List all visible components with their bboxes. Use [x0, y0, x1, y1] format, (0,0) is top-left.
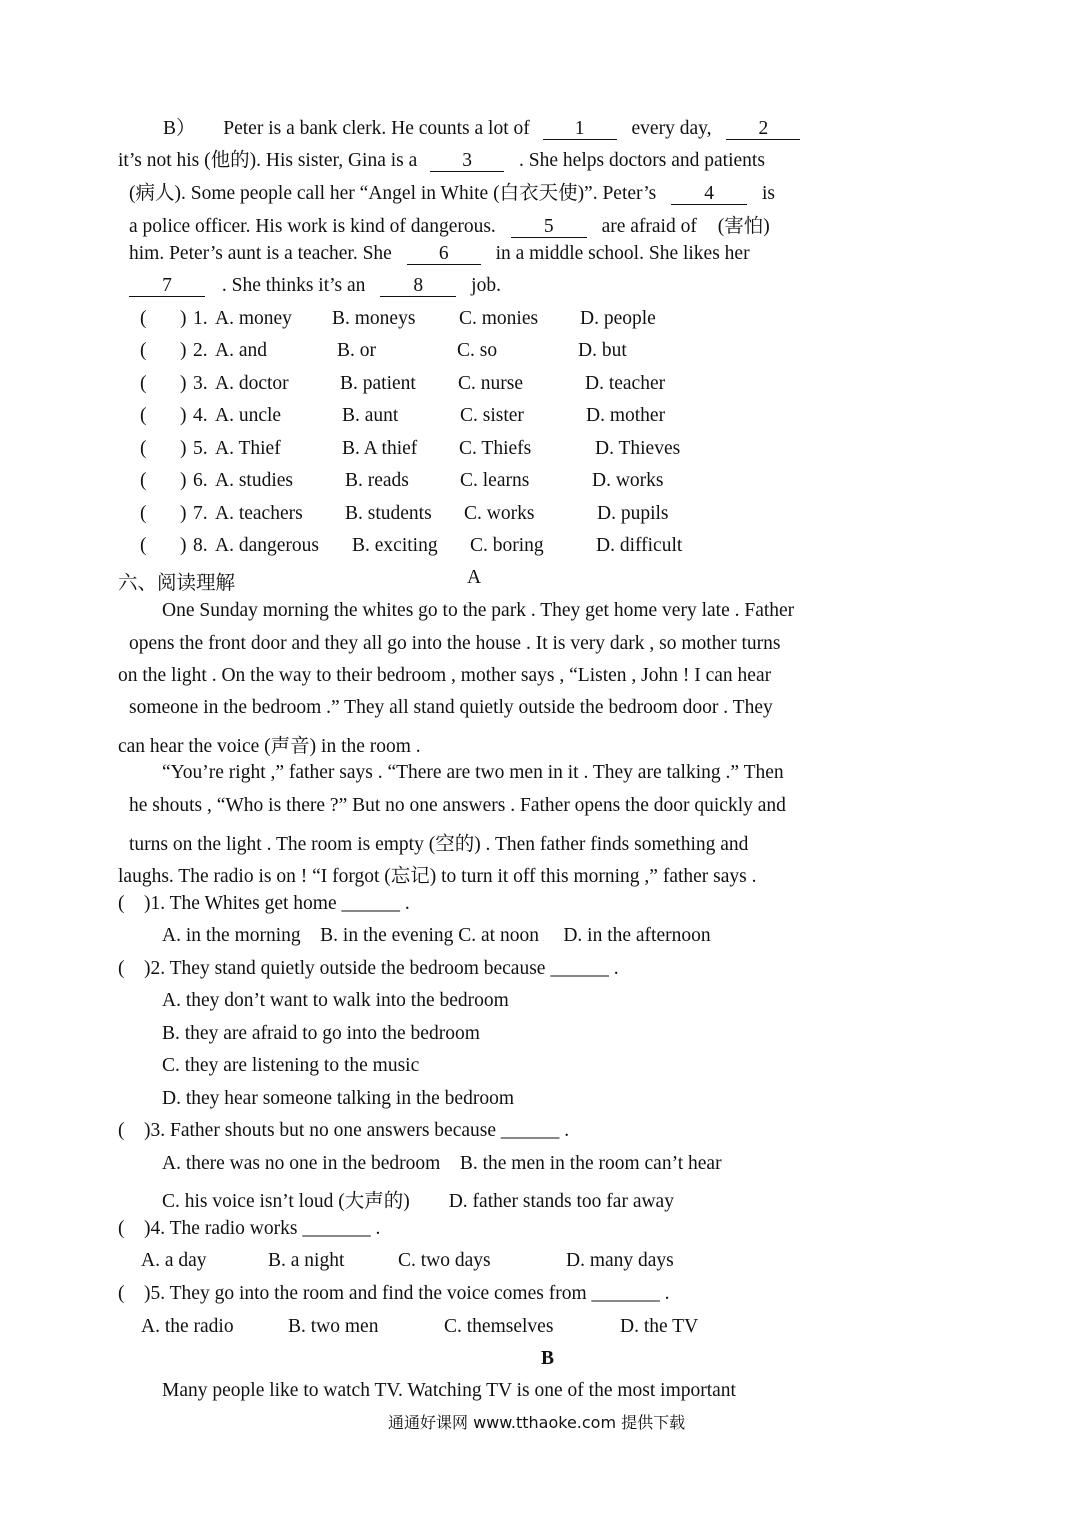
option-c: C. learns: [460, 470, 530, 491]
q5-option-c: C. themselves: [444, 1316, 554, 1337]
question-number: 3.: [193, 373, 208, 394]
option-d: D. but: [578, 340, 627, 361]
cloze-text: (病人). Some people call her “Angel in White (白衣天使)”. Peter’s: [129, 183, 657, 204]
q4-option-c: C. two days: [398, 1250, 491, 1271]
option-c: C. sister: [460, 405, 524, 426]
passage-a-line: opens the front door and they all go into the house . It is very dark , so mother turns: [129, 633, 781, 654]
option-b: B. aunt: [342, 405, 399, 426]
answer-paren-open: (: [140, 308, 147, 329]
cloze-line-1: [163, 112, 800, 140]
answer-paren-open: (: [140, 405, 147, 426]
option-c: C. works: [464, 503, 535, 524]
question-number: 4.: [193, 405, 208, 426]
option-d: D. works: [592, 470, 664, 491]
option-a: A. doctor: [215, 373, 289, 394]
cloze-text: is: [762, 183, 776, 204]
answer-parentheses: ( ): [118, 958, 151, 979]
question-text: 5. They go into the room and find the voice comes from _______ .: [150, 1283, 670, 1304]
blank-7: 7: [129, 276, 205, 297]
option-d: D. teacher: [585, 373, 666, 394]
answer-paren-close: ): [180, 340, 187, 361]
question-text: 4. The radio works _______ .: [150, 1218, 381, 1239]
question-number: 1.: [193, 308, 208, 329]
question-number: 6.: [193, 470, 208, 491]
answer-paren-open: (: [140, 340, 147, 361]
option-d: D. people: [580, 308, 656, 329]
blank-6: 6: [407, 244, 481, 265]
answer-paren-open: (: [140, 470, 147, 491]
option-d: D. Thieves: [595, 438, 681, 459]
question-number: 8.: [193, 535, 208, 556]
q5-option-b: B. two men: [288, 1316, 379, 1337]
blank-8: 8: [380, 276, 456, 297]
option-c: C. so: [457, 340, 498, 361]
q5-option-d: D. the TV: [620, 1316, 699, 1337]
part-a-label: A: [467, 567, 482, 588]
question-text: 3. Father shouts but no one answers because ______ .: [150, 1120, 570, 1141]
cloze-text: . She thinks it’s an: [221, 275, 366, 296]
cloze-text: Peter is a bank clerk. He counts a lot of: [223, 118, 530, 139]
cloze-line-6: [129, 275, 501, 297]
option-a: A. studies: [215, 470, 293, 491]
option-b: B. patient: [340, 373, 416, 394]
blank-1: 1: [543, 119, 617, 140]
cloze-text: in a middle school. She likes her: [495, 243, 750, 264]
answer-paren-open: (: [140, 438, 147, 459]
question-number: 5.: [193, 438, 208, 459]
option-b: B. moneys: [332, 308, 416, 329]
passage-a-line: “You’re right ,” father says . “There are two men in it . They are talking .” Then: [162, 762, 784, 783]
option-a: A. Thief: [215, 438, 281, 459]
cloze-text: every day,: [631, 118, 712, 139]
passage-a-line: can hear the voice (声音) in the room .: [118, 736, 421, 757]
option-b: B. or: [337, 340, 376, 361]
passage-a-line: laughs. The radio is on ! “I forgot (忘记) to turn it off this morning ,” father says .: [118, 866, 757, 887]
passage-a-line: he shouts , “Who is there ?” But no one answers . Father opens the door quickly and: [129, 795, 786, 816]
answer-paren-open: (: [140, 373, 147, 394]
answer-paren-close: ): [180, 405, 187, 426]
option-a: A. uncle: [215, 405, 282, 426]
passage-a-line: One Sunday morning the whites go to the park . They get home very late . Father: [162, 600, 795, 621]
part-b-label: B: [541, 1348, 555, 1369]
q4-option-a: A. a day: [141, 1250, 207, 1271]
answer-parentheses: ( ): [118, 1120, 151, 1141]
option-a: A. teachers: [215, 503, 303, 524]
blank-3: 3: [430, 151, 504, 172]
reading-question-4: [118, 1218, 380, 1240]
option-a: A. and: [215, 340, 267, 361]
question-text: 1. The Whites get home ______ .: [150, 893, 410, 914]
cloze-text: (害怕): [717, 216, 770, 237]
q4-option-d: D. many days: [566, 1250, 674, 1271]
q3-options-cd: C. his voice isn’t loud (大声的) D. father stands too far away: [162, 1191, 674, 1212]
option-b: B. exciting: [352, 535, 438, 556]
option-c: C. boring: [470, 535, 544, 556]
blank-2: 2: [726, 119, 800, 140]
q2-option-c: C. they are listening to the music: [162, 1055, 420, 1076]
passage-b-line: Many people like to watch TV. Watching TV is one of the most important: [162, 1380, 736, 1401]
reading-question-3: [118, 1120, 569, 1142]
cloze-text: him. Peter’s aunt is a teacher. She: [129, 243, 392, 264]
cloze-text: it’s not his (他的). His sister, Gina is a: [118, 150, 418, 171]
q1-options: A. in the morning B. in the evening C. at noon D. in the afternoon: [162, 925, 711, 946]
passage-a-line: someone in the bedroom .” They all stand quietly outside the bedroom door . They: [129, 697, 773, 718]
answer-parentheses: ( ): [118, 1283, 151, 1304]
answer-parentheses: ( ): [118, 893, 151, 914]
option-d: D. mother: [586, 405, 666, 426]
cloze-line-4: [129, 210, 770, 238]
option-c: C. Thiefs: [459, 438, 532, 459]
answer-paren-open: (: [140, 503, 147, 524]
answer-paren-close: ): [180, 470, 187, 491]
answer-parentheses: ( ): [118, 1218, 151, 1239]
section-title: 六、阅读理解: [118, 571, 236, 594]
option-b: B. reads: [345, 470, 409, 491]
blank-5: 5: [511, 217, 587, 238]
option-b: B. A thief: [342, 438, 418, 459]
reading-question-2: [118, 958, 619, 980]
section-b-label: B）: [163, 118, 196, 139]
answer-paren-close: ): [180, 503, 187, 524]
option-c: C. nurse: [458, 373, 523, 394]
cloze-text: a police officer. His work is kind of dangerous.: [129, 216, 496, 237]
q2-option-b: B. they are afraid to go into the bedroom: [162, 1023, 480, 1044]
page-footer: 通通好课网 www.tthaoke.com 提供下载: [388, 1413, 686, 1432]
cloze-text: . She helps doctors and patients: [519, 150, 765, 171]
q3-options-ab: A. there was no one in the bedroom B. the men in the room can’t hear: [162, 1153, 722, 1174]
cloze-line-5: [129, 243, 750, 265]
q4-option-b: B. a night: [268, 1250, 345, 1271]
cloze-line-2: [118, 144, 765, 172]
question-number: 2.: [193, 340, 208, 361]
passage-a-line: on the light . On the way to their bedroom , mother says , “Listen , John ! I can hear: [118, 665, 772, 686]
option-d: D. difficult: [596, 535, 683, 556]
question-text: 2. They stand quietly outside the bedroom because ______ .: [150, 958, 619, 979]
answer-paren-close: ): [180, 308, 187, 329]
reading-question-5: [118, 1283, 670, 1305]
option-d: D. pupils: [597, 503, 669, 524]
reading-question-1: [118, 893, 410, 915]
answer-paren-open: (: [140, 535, 147, 556]
option-a: A. dangerous: [215, 535, 319, 556]
q2-option-a: A. they don’t want to walk into the bedroom: [162, 990, 509, 1011]
answer-paren-close: ): [180, 373, 187, 394]
q2-option-d: D. they hear someone talking in the bedroom: [162, 1088, 514, 1109]
answer-paren-close: ): [180, 438, 187, 459]
answer-paren-close: ): [180, 535, 187, 556]
option-b: B. students: [345, 503, 432, 524]
cloze-text: are afraid of: [601, 216, 697, 237]
question-number: 7.: [193, 503, 208, 524]
q5-option-a: A. the radio: [141, 1316, 234, 1337]
blank-4: 4: [671, 184, 747, 205]
option-c: C. monies: [459, 308, 539, 329]
option-a: A. money: [215, 308, 292, 329]
cloze-line-3: [129, 177, 775, 205]
cloze-text: job.: [471, 275, 501, 296]
passage-a-line: turns on the light . The room is empty (空的) . Then father finds something and: [129, 834, 749, 855]
